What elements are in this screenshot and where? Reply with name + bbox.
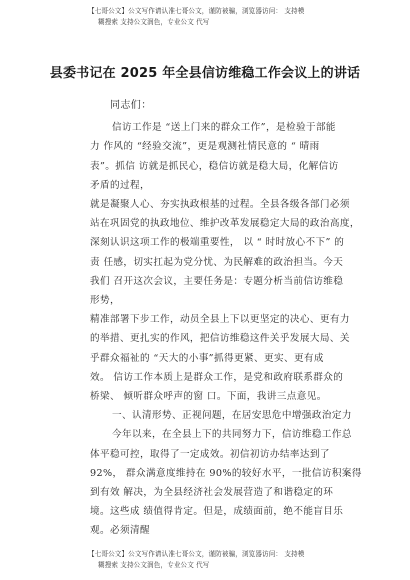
body-line: 责 任感，切实扛起为党分忧、为民解难的政治担当。今天 xyxy=(90,256,344,268)
header-line-1: 【七哥公文】公文写作请认准七哥公文，谨防被骗，浏览器访问： 支持模 xyxy=(88,7,305,15)
body-line: 今年以来，在全县上下的共同努力下，信访维稳工作总 xyxy=(112,429,352,441)
body-line: 乎群众福祉的 “天大的小事”抓得更紧、更实、更有成 xyxy=(90,352,324,364)
body-line: 精准部署下步工作，动员全县上下以更坚定的决心、更有力 xyxy=(90,314,350,326)
body-line: 境。这些成 绩值得肯定。但是，成绩面前，绝不能盲目乐 xyxy=(90,506,344,518)
document-title: 县委书记在 2025 年全县信访维稳工作会议上的讲话 xyxy=(49,66,361,81)
body-line: 矛盾的过程， xyxy=(90,179,150,191)
body-line: 桥梁、 倾听群众呼声的窗 口。下面，我讲三点意见。 xyxy=(90,391,327,403)
salutation: 同志们： xyxy=(110,100,152,111)
body-line: 效。 信访工作本质上是群众工作，是党和政府联系群众的 xyxy=(90,371,344,383)
footer-line-1: 【七哥公文】公文写作请认准七哥公文，谨防被骗，浏览器访问： 支持模 xyxy=(88,550,305,558)
body-line: 形势， xyxy=(90,295,120,307)
page-header xyxy=(88,6,388,28)
body-line: 力 作风的 “经验交流”，更是观测社情民意的 “ 晴雨 xyxy=(90,141,320,153)
body-line: 我们 召开这次会议，主要任务是：专题分析当前信访维稳 xyxy=(90,275,344,287)
body-line: 体平稳可控，取得了一定成效。初信初访办结率达到了 xyxy=(90,448,330,460)
body-line: 观。必须清醒 xyxy=(90,525,150,537)
body-line: 表”。抓信 访就是抓民心，稳信访就是稳大局，化解信访 xyxy=(90,160,339,172)
body-line: 的举措、更扎实的作风，把信访维稳这件关乎发展大局、关 xyxy=(90,333,350,345)
body-line: 深刻认识这项工作的极端重要性， 以 “ 时时放心不下” 的 xyxy=(90,237,345,249)
body-line: 92%， 群众满意度维持在 90%的较好水平，一批信访积案得 xyxy=(90,467,362,479)
header-line-2: 糊搜索 支持公文润色，专业公文 代写 xyxy=(98,18,210,26)
section-heading: 一、认清形势、正视问题，在居安思危中增强政治定力 xyxy=(112,410,352,422)
body-line: 站在巩固党的执政地位、维护改革发展稳定大局的政治高度， xyxy=(90,218,360,230)
body-line: 就是凝聚人心、夯实执政根基的过程。全县各级各部门必须 xyxy=(90,199,350,211)
page-footer xyxy=(88,549,388,571)
body-line: 到有效 解决，为全县经济社会发展营造了和谐稳定的环 xyxy=(90,487,334,499)
body-line: 信访工作是 “送上门来的群众工作”，是检验于部能 xyxy=(112,122,336,134)
footer-line-2: 糊搜索 支持公文润色，专业公文 代写 xyxy=(98,561,210,569)
document-body xyxy=(90,96,362,541)
